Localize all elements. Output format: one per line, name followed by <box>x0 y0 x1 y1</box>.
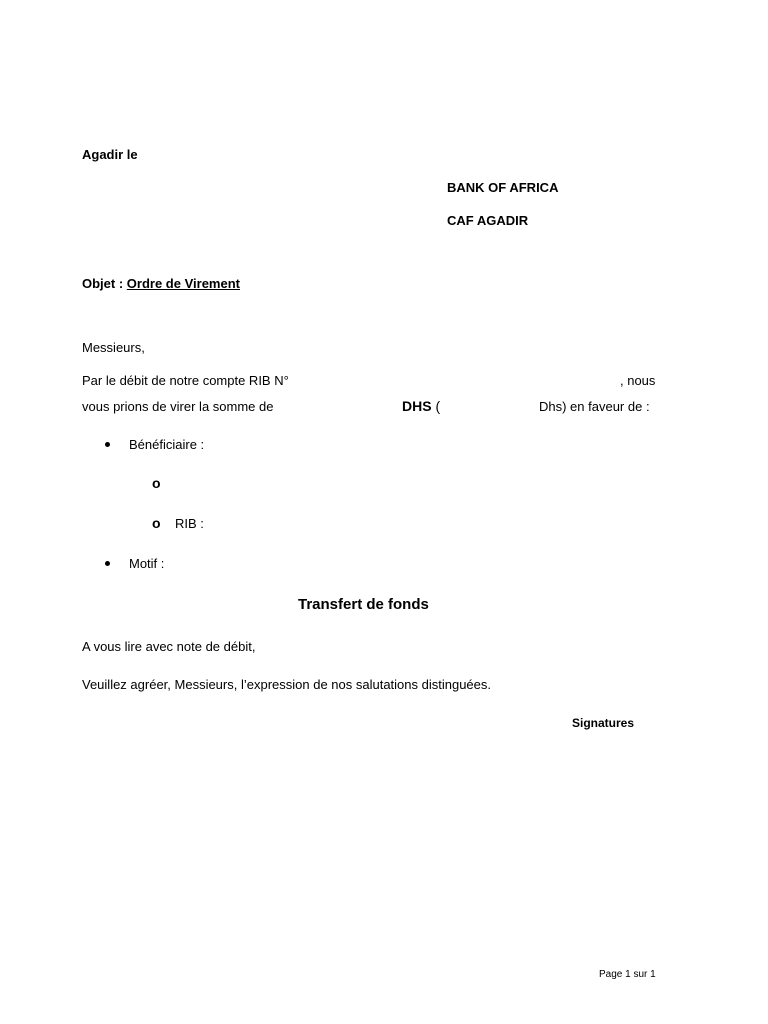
signatures-label: Signatures <box>572 716 635 730</box>
beneficiary-label: Bénéficiaire : <box>129 437 205 452</box>
rib-line-end: , nous <box>620 373 656 388</box>
recipient-bank: BANK OF AFRICA <box>447 180 559 195</box>
transfer-title: Transfert de fonds <box>298 596 429 613</box>
bullet-icon <box>105 561 110 566</box>
recipient-branch: CAF AGADIR <box>447 213 529 228</box>
subject-value: Ordre de Virement <box>126 276 240 291</box>
subject-line <box>82 276 240 291</box>
salutation: Messieurs, <box>82 340 145 355</box>
currency-label: DHS <box>402 398 432 414</box>
debit-note: A vous lire avec note de débit, <box>82 639 256 654</box>
page-number: Page 1 sur 1 <box>599 969 656 980</box>
paren-open: ( <box>435 398 441 414</box>
amount-line-end: Dhs) en faveur de : <box>539 399 650 414</box>
sub-bullet-icon: o <box>152 515 161 531</box>
subject-label: Objet : <box>82 276 124 291</box>
closing-sentence: Veuillez agréer, Messieurs, l’expression de nos salutations distinguées. <box>82 677 492 692</box>
motif-label: Motif : <box>129 556 165 571</box>
rib-label: RIB : <box>175 516 204 531</box>
city-date: Agadir le <box>82 147 138 162</box>
bullet-icon <box>105 442 110 447</box>
amount-line-start: vous prions de virer la somme de <box>82 399 274 414</box>
amount-currency <box>402 398 440 414</box>
sub-bullet-icon: o <box>152 475 161 491</box>
rib-line-start: Par le débit de notre compte RIB N° <box>82 373 289 388</box>
